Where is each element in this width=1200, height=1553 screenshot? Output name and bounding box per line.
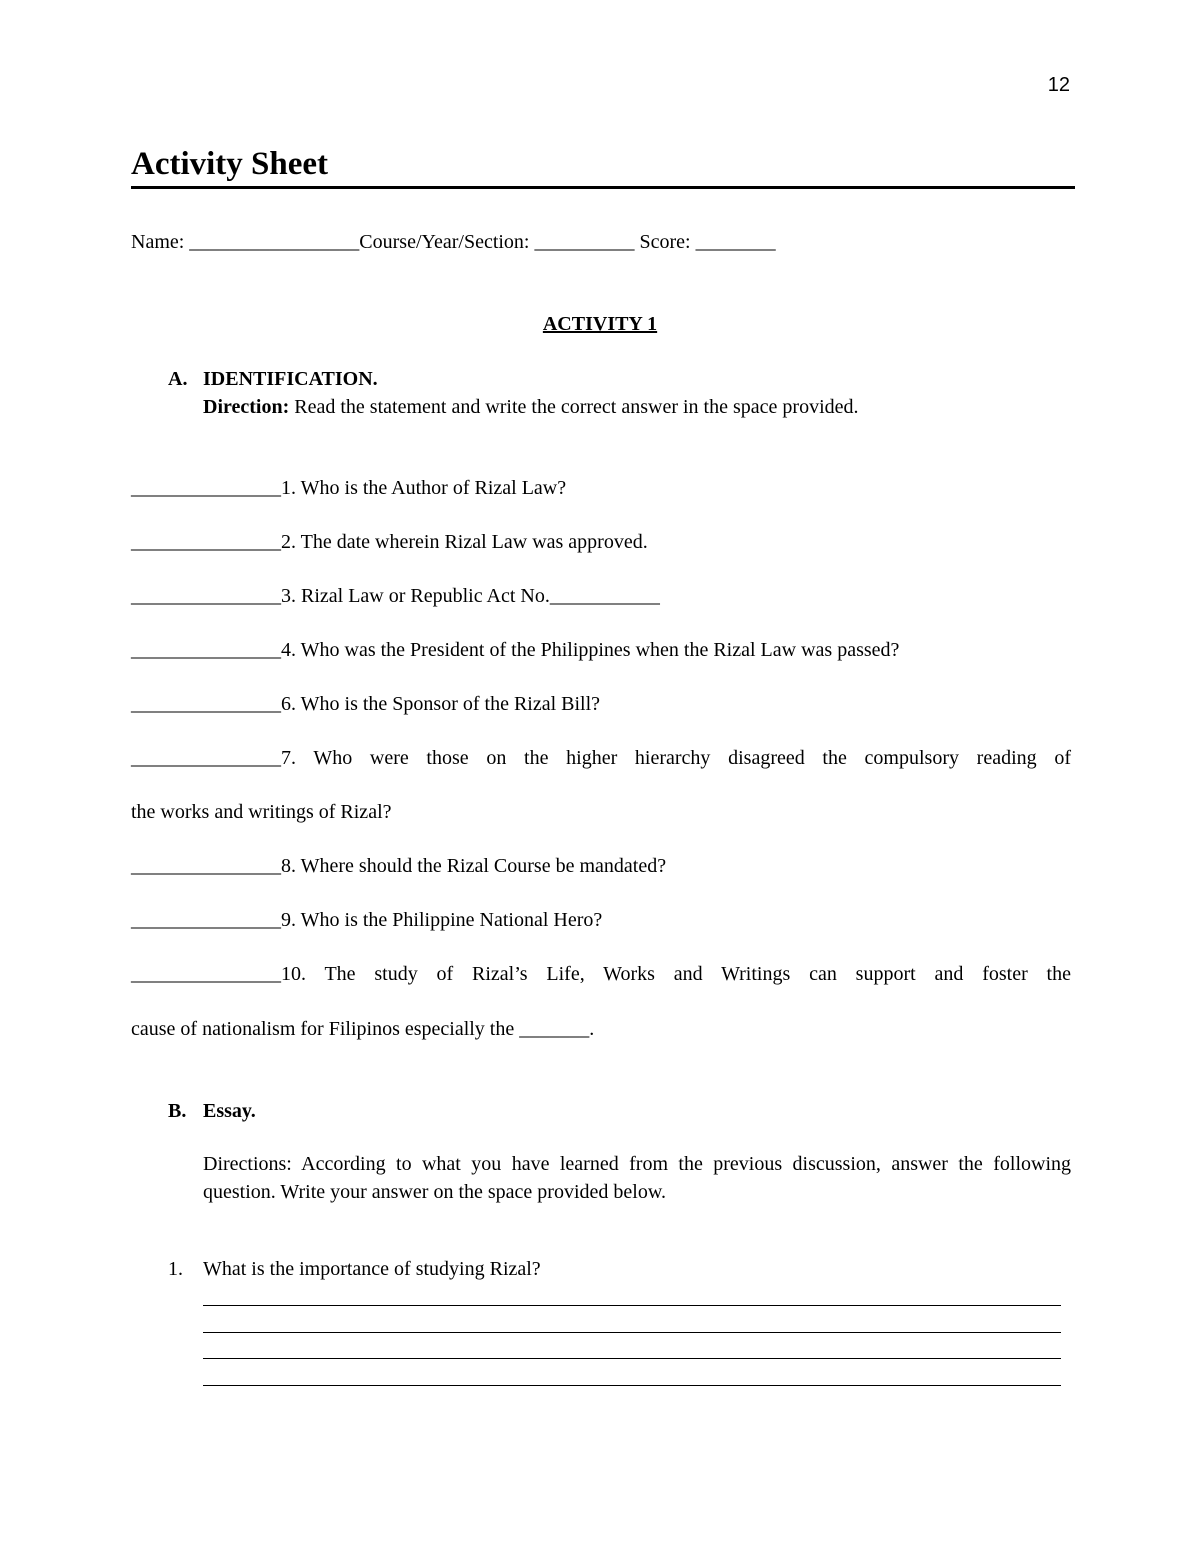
identification-item-1: _______________1. Who is the Author of Rizal Law? xyxy=(131,477,567,499)
identification-item-3: _______________3. Rizal Law or Republic Act No.___________ xyxy=(131,585,660,607)
identification-item-2: _______________2. The date wherein Rizal Law was approved. xyxy=(131,531,648,553)
identification-item-10-continuation: cause of nationalism for Filipinos especially the _______. xyxy=(131,1018,595,1040)
section-b-title: Essay. xyxy=(203,1100,256,1122)
essay-question-text: What is the importance of studying Rizal? xyxy=(203,1258,541,1280)
section-a-heading xyxy=(168,368,378,391)
direction-label: Direction: xyxy=(203,396,290,418)
section-b-heading xyxy=(168,1100,256,1123)
section-b-directions: Directions: According to what you have learned from the previous discussion, answer the following question. Write your answer on the space provided below. xyxy=(203,1153,1071,1203)
answer-line[interactable] xyxy=(203,1332,1061,1333)
answer-line[interactable] xyxy=(203,1305,1061,1306)
identification-item-8: _______________8. Where should the Rizal Course be mandated? xyxy=(131,855,667,877)
page-number: 12 xyxy=(1047,74,1070,96)
activity-heading-text: ACTIVITY 1 xyxy=(542,313,658,335)
identification-item-4: _______________4. Who was the President of the Philippines when the Rizal Law was passed? xyxy=(131,639,900,661)
direction-text: Read the statement and write the correct answer in the space provided. xyxy=(289,396,859,418)
section-a-title: IDENTIFICATION. xyxy=(203,368,378,390)
identification-item-7: _______________7. Who were those on the higher hierarchy disagreed the compulsory reading of xyxy=(131,747,1071,769)
page-title: Activity Sheet xyxy=(131,146,329,182)
title-underline xyxy=(131,186,1075,189)
activity-heading xyxy=(0,313,1200,336)
identification-item-9: _______________9. Who is the Philippine National Hero? xyxy=(131,909,603,931)
section-b-letter: B. xyxy=(168,1100,187,1122)
answer-line[interactable] xyxy=(203,1358,1061,1359)
identification-item-7-continuation: the works and writings of Rizal? xyxy=(131,801,392,823)
section-a-direction xyxy=(203,396,859,419)
identification-item-6: _______________6. Who is the Sponsor of the Rizal Bill? xyxy=(131,693,601,715)
section-a-letter: A. xyxy=(168,368,188,390)
student-info-line: Name: _________________Course/Year/Section: __________ Score: ________ xyxy=(131,231,776,253)
identification-item-10: _______________10. The study of Rizal’s Life, Works and Writings can support and foster the xyxy=(131,963,1071,985)
essay-question-number: 1. xyxy=(168,1258,183,1280)
answer-line[interactable] xyxy=(203,1385,1061,1386)
essay-question xyxy=(168,1258,541,1281)
